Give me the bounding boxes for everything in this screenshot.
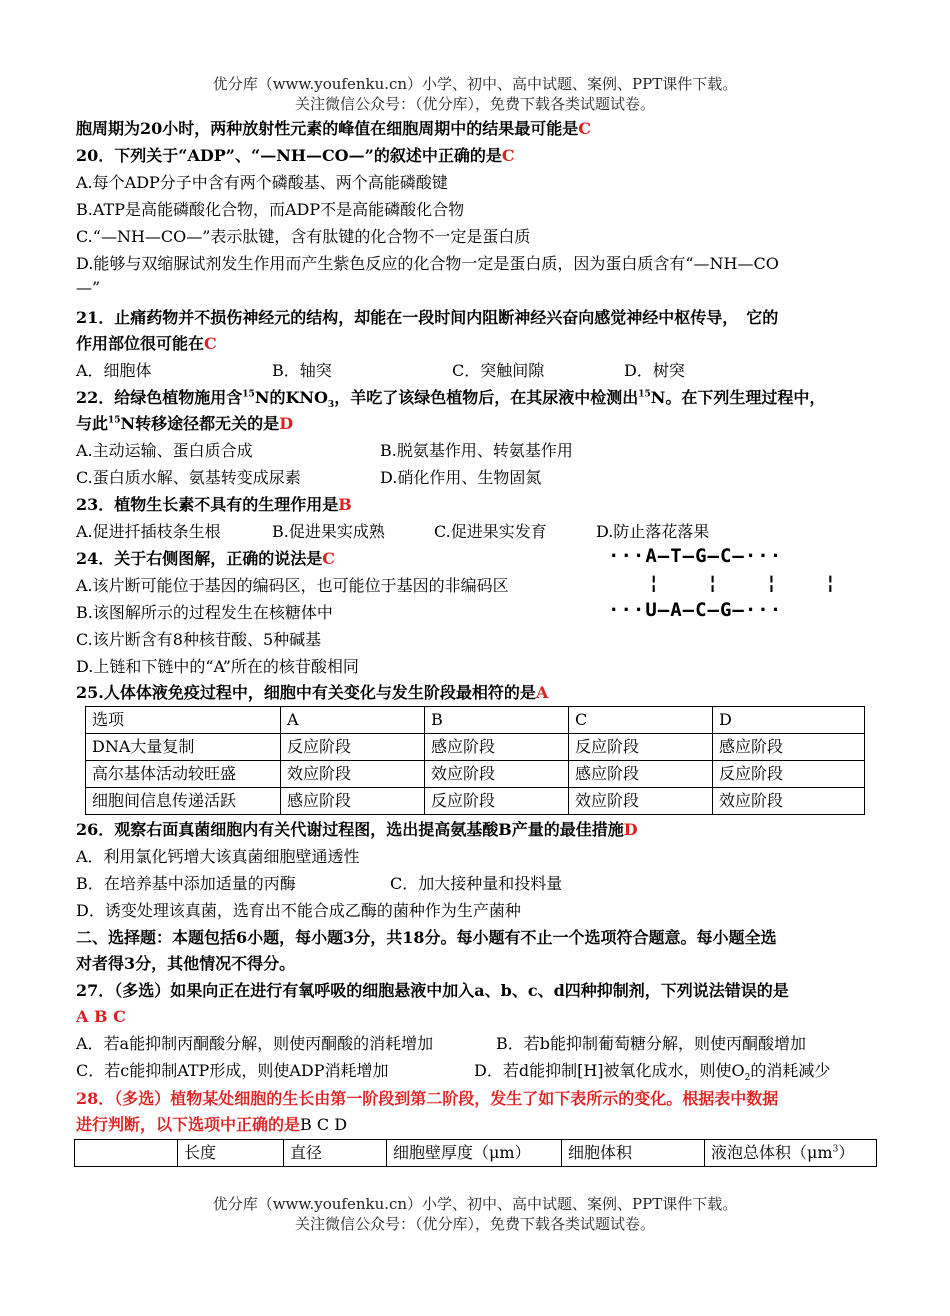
table-cell: 反应阶段 xyxy=(713,761,865,788)
q24-answer: C xyxy=(322,549,336,568)
table-cell: 细胞体积 xyxy=(562,1140,705,1167)
table-cell: 感应阶段 xyxy=(569,761,713,788)
q19-answer: C xyxy=(578,119,592,138)
q21-stem-line1: 21．止痛药物并不损伤神经元的结构，却能在一段时间内阻断神经兴奋向感觉神经中枢传导， 它的 xyxy=(76,308,779,327)
section2-instructions-line2: 对者得3分，其他情况不得分。 xyxy=(76,954,296,973)
table-cell: 反应阶段 xyxy=(569,734,713,761)
q28-table xyxy=(74,1139,877,1167)
q27-option-c: C．若c能抑制ATP形成，则使ADP消耗增加 xyxy=(76,1061,389,1080)
table-cell: 高尔基体活动较旺盛 xyxy=(86,761,281,788)
table-cell: D xyxy=(713,707,865,734)
q27-answer: A B C xyxy=(76,1007,126,1026)
q28-answer: B C D xyxy=(300,1115,348,1134)
q22-option-a: A.主动运输、蛋白质合成 xyxy=(76,441,253,460)
q20-option-c: C.“—NH—CO—”表示肽键，含有肽键的化合物不一定是蛋白质 xyxy=(76,227,531,246)
table-cell: 感应阶段 xyxy=(425,734,569,761)
table-cell: 效应阶段 xyxy=(281,761,425,788)
q23-option-a: A.促进扦插枝条生根 xyxy=(76,522,221,541)
q25-answer: A xyxy=(535,683,549,702)
q22-stem-line2: 与此$^{15}$N转移途径都无关的是D xyxy=(76,414,294,433)
q24-option-b: B.该图解所示的过程发生在核糖体中 xyxy=(76,603,333,622)
table-row xyxy=(86,788,865,815)
rna-bottom-strand: ···U—A—C—G—··· xyxy=(608,599,783,621)
q20-answer: C xyxy=(501,146,515,165)
q27-option-b: B．若b能抑制葡萄糖分解，则使丙酮酸增加 xyxy=(496,1034,807,1053)
table-row xyxy=(86,734,865,761)
q28-stem-line2: 进行判断，以下选项中正确的是B C D xyxy=(76,1115,348,1134)
q24-stem: 24．关于右侧图解，正确的说法是C xyxy=(76,549,336,568)
q22-option-c: C.蛋白质水解、氨基转变成尿素 xyxy=(76,468,301,487)
q26-answer: D xyxy=(623,820,638,839)
table-cell: 效应阶段 xyxy=(713,788,865,815)
q20-option-d-line2: —” xyxy=(76,278,101,297)
table-cell: A xyxy=(281,707,425,734)
table-cell: B xyxy=(425,707,569,734)
dna-top-strand: ···A—T—G—C—··· xyxy=(608,545,783,567)
page-footer-line2: 关注微信公众号：（优分库），免费下载各类试题试卷。 xyxy=(294,1215,655,1233)
q27-stem: 27．（多选）如果向正在进行有氧呼吸的细胞悬液中加入a、b、c、d四种抑制剂，下列说法错误的是 xyxy=(76,981,789,1000)
table-cell: 效应阶段 xyxy=(569,788,713,815)
table-cell: 液泡总体积$(\mu m^3)$ xyxy=(705,1140,877,1167)
page-header-line2: 关注微信公众号：（优分库），免费下载各类试题试卷。 xyxy=(294,95,655,113)
table-cell: 反应阶段 xyxy=(425,788,569,815)
table-cell: 感应阶段 xyxy=(713,734,865,761)
table-cell: 感应阶段 xyxy=(281,788,425,815)
q21-option-d: D．树突 xyxy=(624,361,685,380)
q22-stem-line1: 22．给绿色植物施用含$^{15}$N的$KNO_3$，羊吃了该绿色植物后，在其尿液中检测出$^{15}$N。在下列生理过程中， xyxy=(76,388,826,411)
q24-option-d: D.上链和下链中的“A”所在的核苷酸相同 xyxy=(76,657,359,676)
table-cell: DNA大量复制 xyxy=(86,734,281,761)
q24-option-c: C.该片断含有8种核苷酸、5种碱基 xyxy=(76,630,322,649)
section2-instructions-line1: 二、选择题：本题包括6小题，每小题3分，共18分。每小题有不止一个选项符合题意。每小题全选 xyxy=(76,928,777,947)
table-row xyxy=(86,761,865,788)
q23-option-b: B.促进果实成熟 xyxy=(272,522,385,541)
q23-option-d: D.防止落花落果 xyxy=(596,522,710,541)
q19-tail: 胞周期为20小时，两种放射性元素的峰值在细胞周期中的结果最可能是C xyxy=(76,119,592,138)
table-cell: 细胞壁厚度（μm） xyxy=(387,1140,562,1167)
table-cell: 直径 xyxy=(284,1140,387,1167)
q22-option-d: D.硝化作用、生物固氮 xyxy=(380,468,542,487)
q27-option-d: D．若d能抑制[H]被氧化成水，则使$O_2$的消耗减少 xyxy=(474,1061,831,1084)
q20-option-b: B.ATP是高能磷酸化合物，而ADP不是高能磷酸化合物 xyxy=(76,200,465,219)
q25-table xyxy=(85,706,865,815)
q25-stem: 25.人体体液免疫过程中，细胞中有关变化与发生阶段最相符的是A xyxy=(76,683,549,702)
page-header-line1: 优分库（www.youfenku.cn）小学、初中、高中试题、案例、PPT课件下载。 xyxy=(212,75,738,93)
q26-stem: 26．观察右面真菌细胞内有关代谢过程图，选出提高氨基酸B产量的最佳措施D xyxy=(76,820,638,839)
q23-answer: B xyxy=(338,495,352,514)
table-header-row xyxy=(75,1140,877,1167)
q28-stem-line1: 28．（多选）植物某处细胞的生长由第一阶段到第二阶段，发生了如下表所示的变化。根据表中数据 xyxy=(76,1089,779,1108)
table-cell: 效应阶段 xyxy=(425,761,569,788)
q26-option-b: B．在培养基中添加适量的丙酶 xyxy=(76,874,296,893)
q22-option-b: B.脱氨基作用、转氨基作用 xyxy=(380,441,573,460)
q21-answer: C xyxy=(204,334,217,353)
table-cell xyxy=(75,1140,178,1167)
q26-option-a: A．利用氯化钙增大该真菌细胞壁通透性 xyxy=(76,847,360,866)
q23-option-c: C.促进果实发育 xyxy=(434,522,547,541)
q21-option-b: B．轴突 xyxy=(272,361,332,380)
q24-option-a: A.该片断可能位于基因的编码区，也可能位于基因的非编码区 xyxy=(76,576,509,595)
table-cell: C xyxy=(569,707,713,734)
table-header-row xyxy=(86,707,865,734)
q26-option-d: D．诱变处理该真菌，选育出不能合成乙酶的菌种作为生产菌种 xyxy=(76,901,521,920)
q20-option-a: A.每个ADP分子中含有两个磷酸基、两个高能磷酸键 xyxy=(76,173,448,192)
table-cell: 长度 xyxy=(178,1140,284,1167)
q23-stem: 23．植物生长素不具有的生理作用是B xyxy=(76,495,352,514)
q20-option-d-line1: D.能够与双缩脲试剂发生作用而产生紫色反应的化合物一定是蛋白质，因为蛋白质含有“—NH—CO xyxy=(76,254,779,273)
q21-option-a: A．细胞体 xyxy=(76,361,152,380)
page-footer-line1: 优分库（www.youfenku.cn）小学、初中、高中试题、案例、PPT课件下载。 xyxy=(212,1195,738,1213)
q26-option-c: C．加大接种量和投料量 xyxy=(390,874,563,893)
q20-stem: 20．下列关于“ADP”、“—NH—CO—”的叙述中正确的是C xyxy=(76,146,515,165)
base-pair-bonds: ¦ ¦ ¦ ¦ xyxy=(648,572,855,594)
q27-option-a: A．若a能抑制丙酮酸分解，则使丙酮酸的消耗增加 xyxy=(76,1034,434,1053)
q21-stem-line2: 作用部位很可能在C xyxy=(76,334,217,353)
q22-answer: D xyxy=(279,414,294,433)
table-cell: 选项 xyxy=(86,707,281,734)
table-cell: 细胞间信息传递活跃 xyxy=(86,788,281,815)
q21-option-c: C．突触间隙 xyxy=(452,361,545,380)
table-cell: 反应阶段 xyxy=(281,734,425,761)
